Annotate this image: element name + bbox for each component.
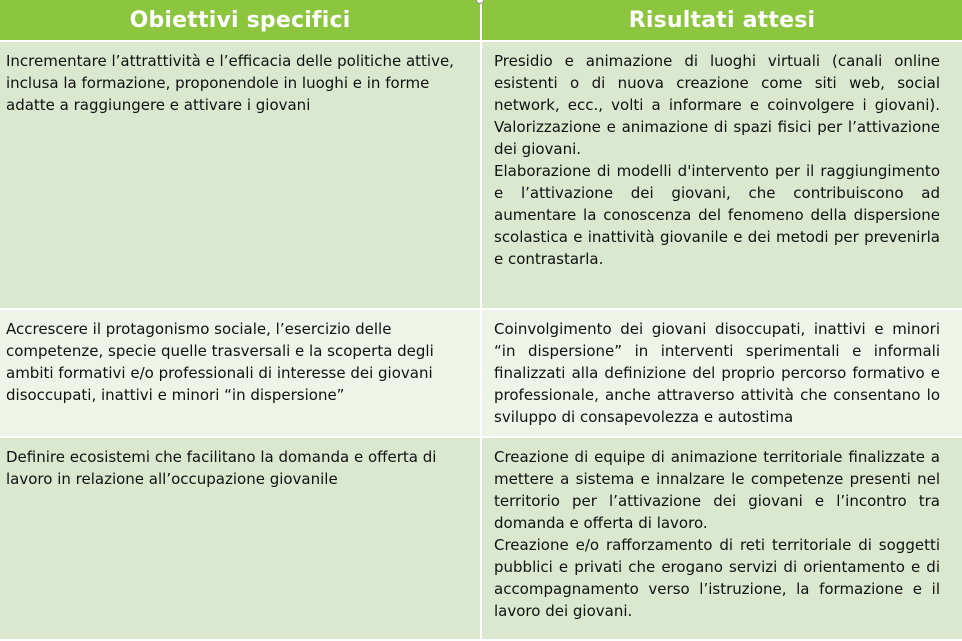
result-text: Creazione di equipe di animazione territoriale finalizzate a mettere a sistema e innalzare le competenze presenti nel territorio per l’attivazione dei giovani e l’incontro tra domanda e offerta di lavoro. <box>494 448 940 532</box>
result-text: Creazione e/o rafforzamento di reti territoriale di soggetti pubblici e privati che erogano servizi di orientamento e di accompagnamento verso l’istruzione, la formazione e il lavoro dei giovani. <box>494 536 940 620</box>
results-cell <box>481 437 962 640</box>
objective-cell: Incrementare l’attrattività e l’efficacia delle politiche attive, inclusa la formazione, proponendole in luoghi e in forme adatte a raggiungere e attivare i giovani <box>0 41 481 309</box>
table-header-row <box>0 0 962 41</box>
results-cell <box>481 41 962 309</box>
results-cell <box>481 309 962 437</box>
table-row <box>0 41 962 309</box>
result-text: Presidio e animazione di luoghi virtuali (canali online esistenti o di nuova creazione come siti web, social network, ecc., volti a informare e coinvolgere i giovani). Valorizzazione e animazione di spazi fisici per l’attivazione dei giovani. <box>494 52 940 158</box>
header-objectives: Obiettivi specifici <box>0 0 481 41</box>
objective-cell: Accrescere il protagonismo sociale, l’esercizio delle competenze, specie quelle trasversali e la scoperta degli ambiti formativi e/o professionali di interesse dei giovani disoccupati, inattivi e minori “in dispersione” <box>0 309 481 437</box>
result-text: Coinvolgimento dei giovani disoccupati, inattivi e minori “in dispersione” in interventi sperimentali e informali finalizzati alla definizione del proprio percorso formativo e professionale, anche attraverso attività che consentano lo sviluppo di consapevolezza e autostima <box>494 320 940 426</box>
result-text: Elaborazione di modelli d'intervento per il raggiungimento e l’attivazione dei giovani, che contribuiscono ad aumentare la conoscenza del fenomeno della dispersione scolastica e inattività giovanile e dei metodi per prevenirla e contrastarla. <box>494 162 940 268</box>
table-row <box>0 437 962 640</box>
objective-cell: Definire ecosistemi che facilitano la domanda e offerta di lavoro in relazione all’occupazione giovanile <box>0 437 481 640</box>
table-row <box>0 309 962 437</box>
header-results: Risultati attesi <box>481 0 962 41</box>
